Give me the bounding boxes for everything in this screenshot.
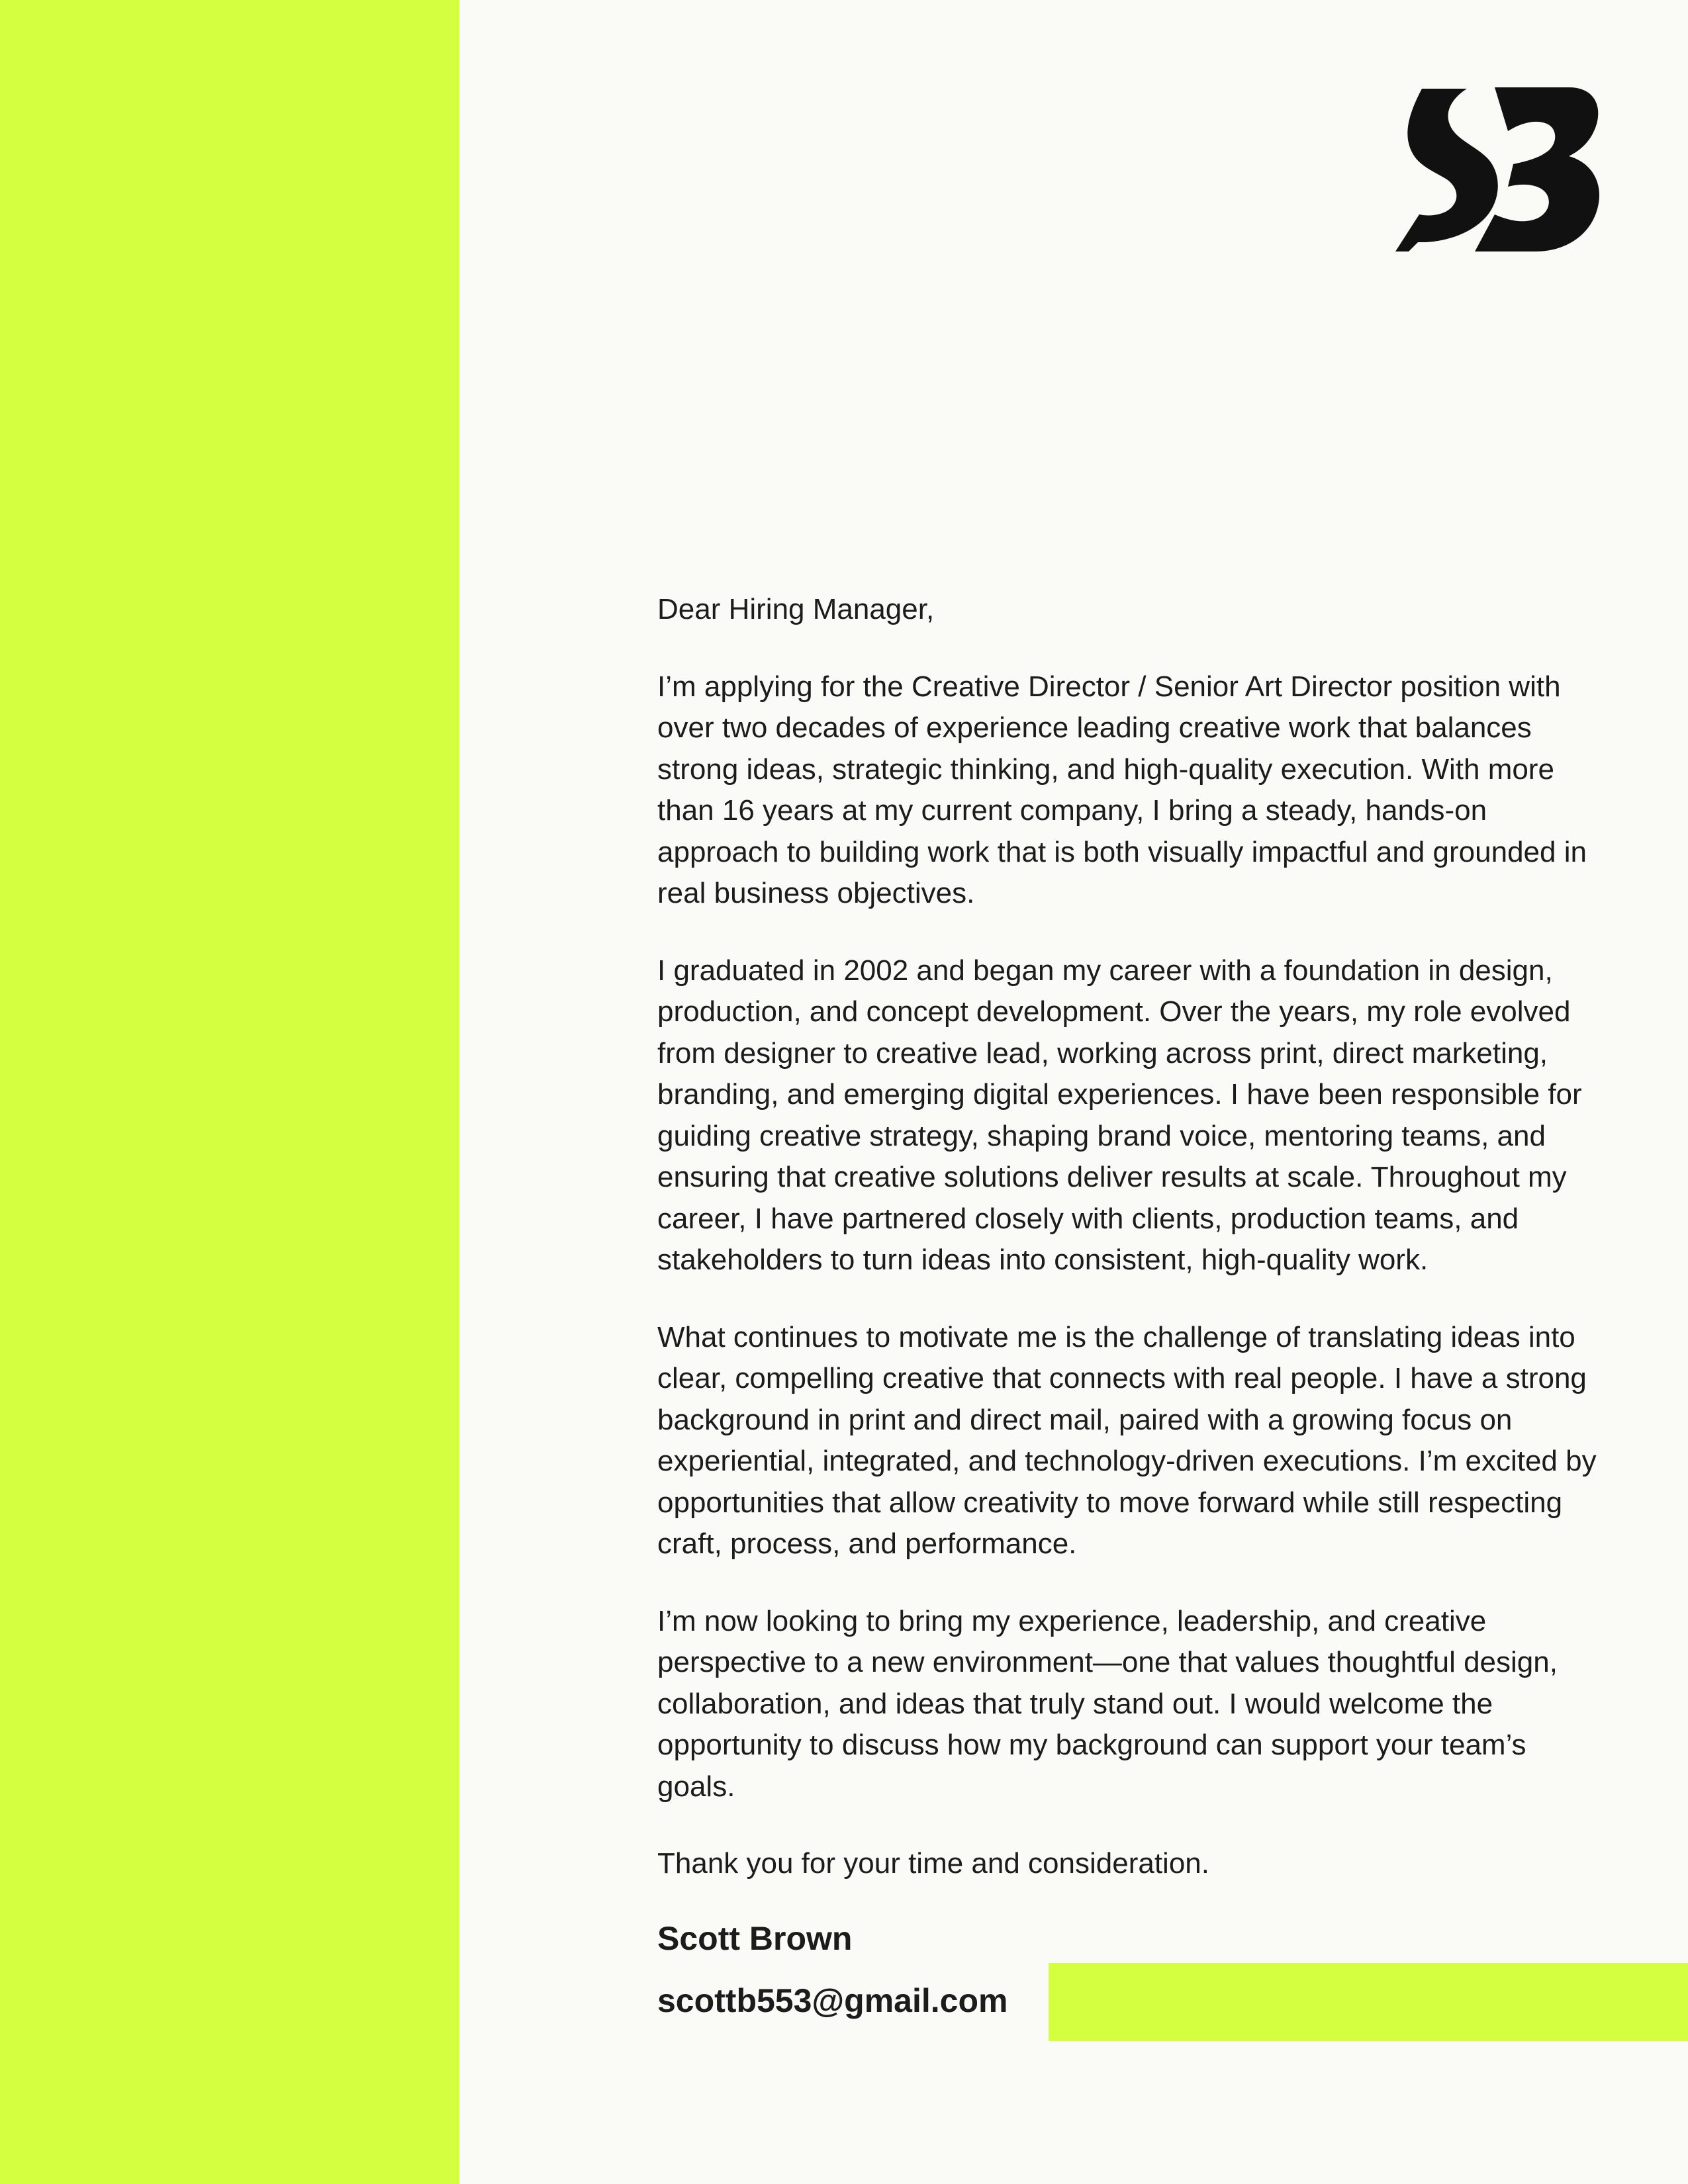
letter-paragraph: I’m applying for the Creative Director / Senior Art Director position with over two decades of experience leading creative work that balances strong ideas, strategic thinking, and high-quality execution. With more than 16 years at my current company, I bring a steady, hands-on approach to building work that is both visually impactful and grounded in real business objectives. — [657, 670, 1587, 909]
accent-side-bar — [0, 0, 459, 2184]
letter-closing: Thank you for your time and consideration. — [657, 1847, 1210, 1880]
letter-paragraph: I’m now looking to bring my experience, leadership, and creative perspective to a new environment—one that values thoughtful design, collaboration, and ideas that truly stand out. I would welcome the opportunity to discuss how my background can support your team’s goals. — [657, 1604, 1558, 1803]
signature-name: Scott Brown — [657, 1919, 853, 1957]
logo-letter-s-shape — [1395, 89, 1498, 251]
logo-s-notch-shape — [1419, 196, 1442, 214]
letter-body — [657, 589, 1611, 1959]
sb-monogram-logo-icon — [1395, 85, 1605, 255]
letter-paragraph: I graduated in 2002 and began my career with a foundation in design, production, and concept development. Over the years, my role evolved from designer to creative lead, working across print, direct marketing, branding, and emerging digital experiences. I have been responsible for guiding creative strategy, shaping brand voice, mentoring teams, and ensuring that creative solutions deliver results at scale. Throughout my career, I have partnered closely with clients, production teams, and stakeholders to turn ideas into consistent, high-quality work. — [657, 954, 1582, 1276]
signature-email: scottb553@gmail.com — [657, 1982, 1008, 2019]
letter-salutation: Dear Hiring Manager, — [657, 593, 935, 625]
letter-paragraph: What continues to motivate me is the challenge of translating ideas into clear, compelling creative that connects with real people. I have a strong background in print and direct mail, paired with a growing focus on experiential, integrated, and technology-driven executions. I’m excited by opportunities that allow creativity to move forward while still respecting craft, process, and performance. — [657, 1320, 1597, 1560]
accent-strip — [1049, 1963, 1688, 2041]
